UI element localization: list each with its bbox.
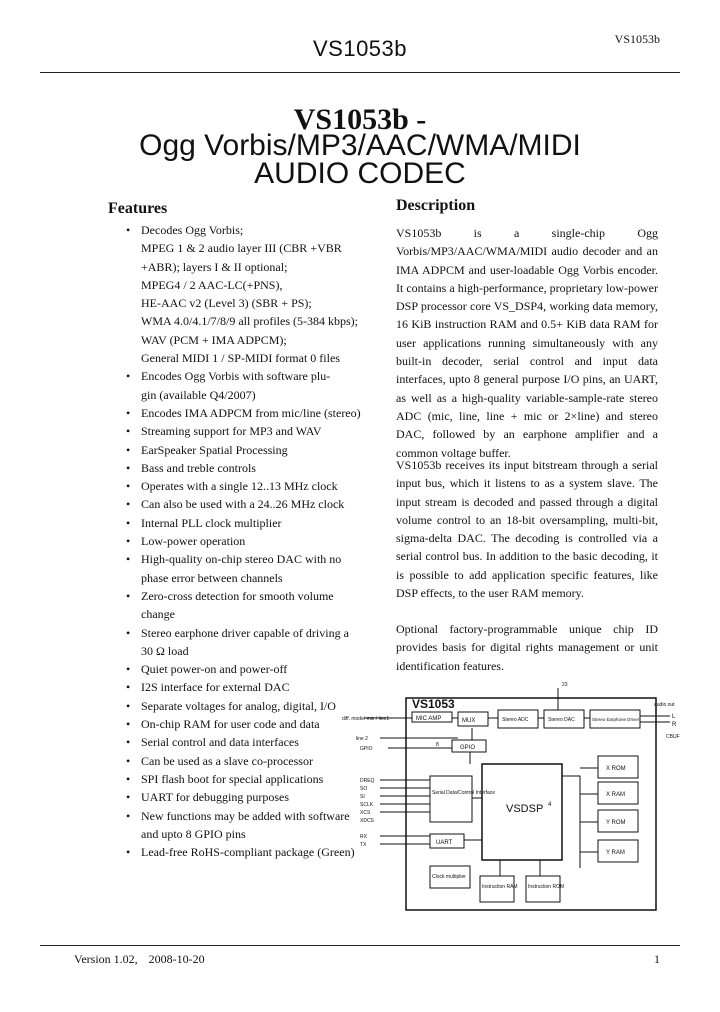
feature-continuation: MPEG 1 & 2 audio layer III (CBR +VBR [141, 241, 342, 256]
pin-gpio-label: GPIO [360, 746, 373, 752]
footer-page-number: 1 [654, 952, 660, 966]
feature-item: • Can also be used with a 24..26 MHz clock [126, 495, 376, 513]
description-para1: VS1053b is a single-chip Ogg Vorbis/MP3/AAC/WMA/MIDI audio decoder and an IMA ADPCM and user-loadable Ogg Vorbis encoder. It contains a high-performance, proprietary low-power DSP processor core VS_DSP4, working data memory, 16 KiB instruction RAM and 0.5+ KiB data RAM for user applications running simultaneously with any built-in decoder, serial control and input data interfaces, upto 8 general purpose I/O pins, an UART, as well as a high-quality variable-sample-rate stereo ADC (mic, line, line + mic or 2×line) and stereo DAC, followed by an earphone amplifier and a common voltage buffer. [396, 226, 658, 460]
feature-item: • Streaming support for MP3 and WAV [126, 422, 376, 440]
feature-item: • Zero-cross detection for smooth volume [126, 587, 376, 605]
chip-label: VS1053 [412, 697, 455, 711]
feature-continuation: MPEG4 / 2 AAC-LC(+PNS), [141, 277, 283, 292]
feature-continuation: WMA 4.0/4.1/7/8/9 all profiles (5-384 kbps); [141, 314, 358, 329]
y-rom-label: Y ROM [606, 820, 626, 826]
feature-item: • Encodes IMA ADPCM from mic/line (stereo) [126, 404, 376, 422]
x-ram-label: X RAM [606, 792, 626, 798]
pin-xdcs-label: XDCS [360, 818, 374, 824]
feature-item: • Serial control and data interfaces [126, 733, 376, 751]
instruction-ram-label: Instruction RAM [482, 884, 518, 890]
y-ram-label: Y RAM [606, 850, 625, 856]
feature-continuation: HE-AAC v2 (Level 3) (SBR + PS); [141, 296, 312, 311]
stereo-adc-label: Stereo ADC [502, 717, 529, 723]
feature-item: • Separate voltages for analog, digital, I/O [126, 697, 376, 715]
doc-title-line1: VS1053b - [293, 103, 427, 136]
feature-item: • Encodes Ogg Vorbis with software plu- [126, 367, 376, 385]
header-divider [40, 72, 680, 73]
serial-interface-block [430, 776, 472, 822]
pin-xcs-label: XCS [360, 810, 371, 816]
feature-item: • Operates with a single 12..13 MHz clock [126, 477, 376, 495]
pin-dreq-label: DREQ [360, 778, 375, 784]
uart-label: UART [436, 840, 453, 846]
footer-version [74, 952, 205, 967]
feature-item: • EarSpeaker Spatial Processing [126, 441, 376, 459]
feature-item: • New functions may be added with software [126, 807, 376, 825]
footer-date: 2008-10-20 [148, 952, 205, 966]
feature-item: • Can be used as a slave co-processor [126, 752, 376, 770]
pin-audio-label: audio out [654, 702, 675, 708]
instruction-rom-label: Instruction ROM [528, 884, 565, 890]
pin-rx-label: RX [360, 834, 367, 840]
feature-item: • UART for debugging purposes [126, 788, 376, 806]
pin-r-label: R [672, 722, 677, 728]
gpio-block-label: GPIO [460, 745, 476, 751]
clock-multiplier-label: Clock multiplier [432, 874, 466, 880]
mux-label: MUX [462, 718, 476, 724]
feature-continuation: gin (available Q4/2007) [141, 387, 256, 402]
serial-interface-label: Serial Data/Control Interface [432, 790, 496, 796]
feature-continuation: WAV (PCM + IMA ADPCM); [141, 332, 287, 347]
feature-item: • Decodes Ogg Vorbis; [126, 221, 376, 239]
feature-item: • I2S interface for external DAC [126, 678, 376, 696]
features-list [126, 221, 376, 861]
feature-item: • Bass and treble controls [126, 459, 376, 477]
pin-cbuf-label: CBUF [666, 734, 680, 740]
description-para3: Optional factory-programmable unique chip ID provides basis for digital rights management or unit identification features. [396, 622, 658, 673]
pin-diff-label: diff. mode/ mic / line1 [342, 716, 390, 722]
earphone-driver-label: Stereo Earphone Driver [592, 717, 640, 722]
feature-item: • Lead-free RoHS-compliant package (Green) [126, 843, 376, 861]
features-heading: Features [108, 200, 168, 217]
doc-title-line2: Ogg Vorbis/MP3/AAC/WMA/MIDI [139, 129, 581, 162]
feature-continuation: phase error between channels [141, 570, 283, 585]
gpio-width-label: 8 [436, 742, 439, 748]
footer-divider [40, 945, 680, 946]
pin-so-label: SO [360, 786, 368, 792]
mic-amp-label: MIC AMP [416, 716, 442, 722]
feature-item: • SPI flash boot for special applications [126, 770, 376, 788]
pin-line2-label: line 2 [356, 736, 368, 742]
vsdsp-label: VSDSP [506, 803, 544, 815]
feature-item: • Quiet power-on and power-off [126, 660, 376, 678]
feature-continuation: and upto 8 GPIO pins [141, 826, 246, 841]
vsdsp-superscript: 4 [548, 802, 552, 808]
feature-continuation: 30 Ω load [141, 643, 189, 658]
description-heading: Description [396, 197, 476, 214]
feature-item: • Stereo earphone driver capable of driving a [126, 624, 376, 642]
description-para2: VS1053b receives its input bitstream through a serial input bus, which it listens to as a system slave. The input stream is decoded and passed through a digital volume control to an 18-bit oversampling, multi-bit, sigma-delta DAC. The decoding is controlled via a serial control bus. In addition to the basic decoding, it is possible to add application specific features, like DSP effects, to the user RAM memory. [396, 458, 658, 601]
header-title: VS1053b [312, 36, 408, 61]
pin-tx-label: TX [360, 842, 367, 848]
feature-continuation: General MIDI 1 / SP-MIDI format 0 files [141, 351, 340, 366]
pin-sclk-label: SCLK [360, 802, 374, 808]
header-doc-id: VS1053b [614, 32, 660, 46]
feature-continuation: +ABR); layers I & II optional; [141, 259, 288, 274]
feature-item: • Internal PLL clock multiplier [126, 514, 376, 532]
feature-continuation: change [141, 607, 175, 622]
x-rom-label: X ROM [606, 766, 626, 772]
pin-si-label: SI [360, 794, 365, 800]
pin-top-label: 23 [562, 682, 568, 688]
stereo-dac-label: Stereo DAC [548, 717, 575, 723]
footer-version-number: Version 1.02, [74, 952, 138, 966]
block-diagram [340, 676, 690, 916]
feature-item: • High-quality on-chip stereo DAC with no [126, 550, 376, 568]
feature-item: • Low-power operation [126, 532, 376, 550]
feature-item: • On-chip RAM for user code and data [126, 715, 376, 733]
pin-l-label: L [672, 714, 676, 720]
doc-title-line3: AUDIO CODEC [254, 157, 466, 190]
